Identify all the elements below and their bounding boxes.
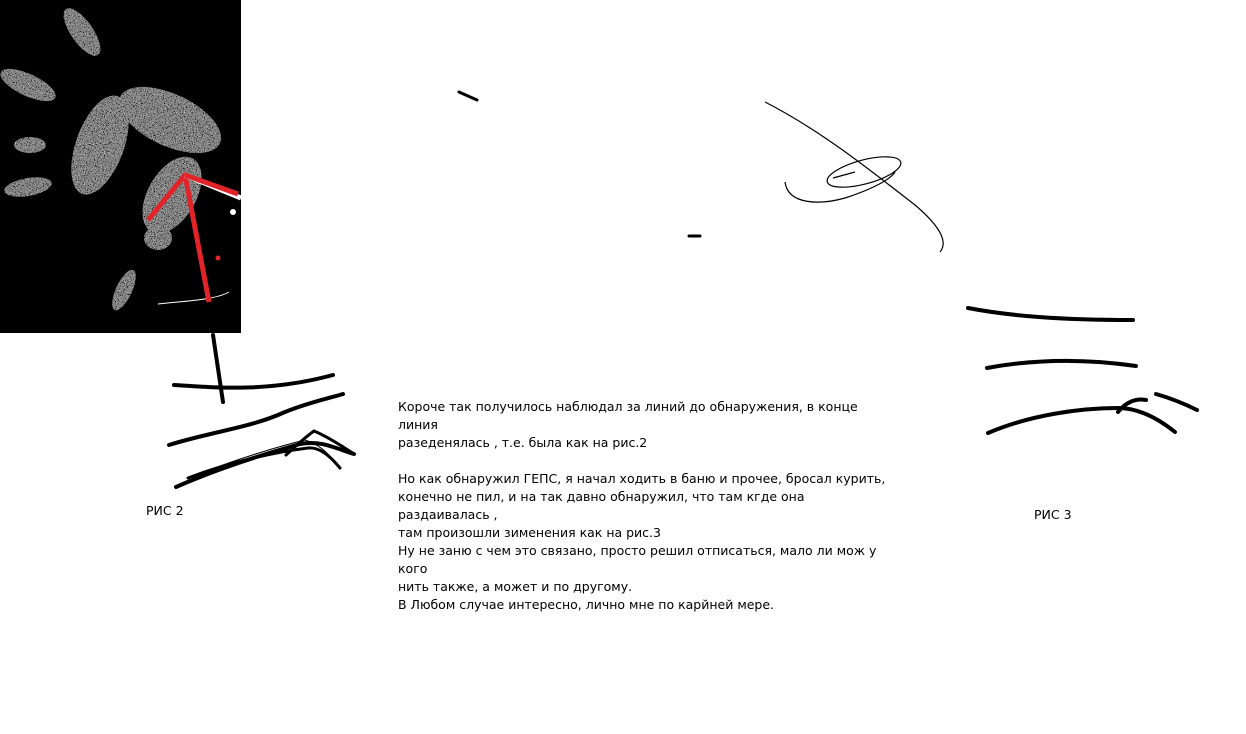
scribble-drawing [765, 102, 943, 252]
palm-print-photo [0, 0, 241, 333]
figure-2-caption: РИС 2 [146, 503, 184, 518]
figure-3-lines [968, 308, 1197, 433]
post-paragraph-2: Но как обнаружил ГЕПС, я начал ходить в баню и прочее, бросал курить, конечно не пил, и на так давно обнаружил, что там кгде она раздаивалась , там произошли зименения как на рис.3 Ну не заню с чем это связано, просто решил отписаться, мало ли мож у кого нить также, а может и по другому. В Любом случае интересно, лично мне по карйней мере. [398, 471, 886, 612]
figure-3-caption: РИС 3 [1034, 507, 1072, 522]
vertical-stroke [213, 335, 223, 402]
post-text [398, 398, 898, 614]
figure-2-lines [169, 375, 354, 487]
stray-mark [459, 92, 477, 100]
post-paragraph-1: Короче так получилось наблюдал за линий до обнаружения, в конце линия разеденялась , т.е. была как на рис.2 [398, 399, 858, 450]
palm-print-icon [0, 0, 241, 333]
